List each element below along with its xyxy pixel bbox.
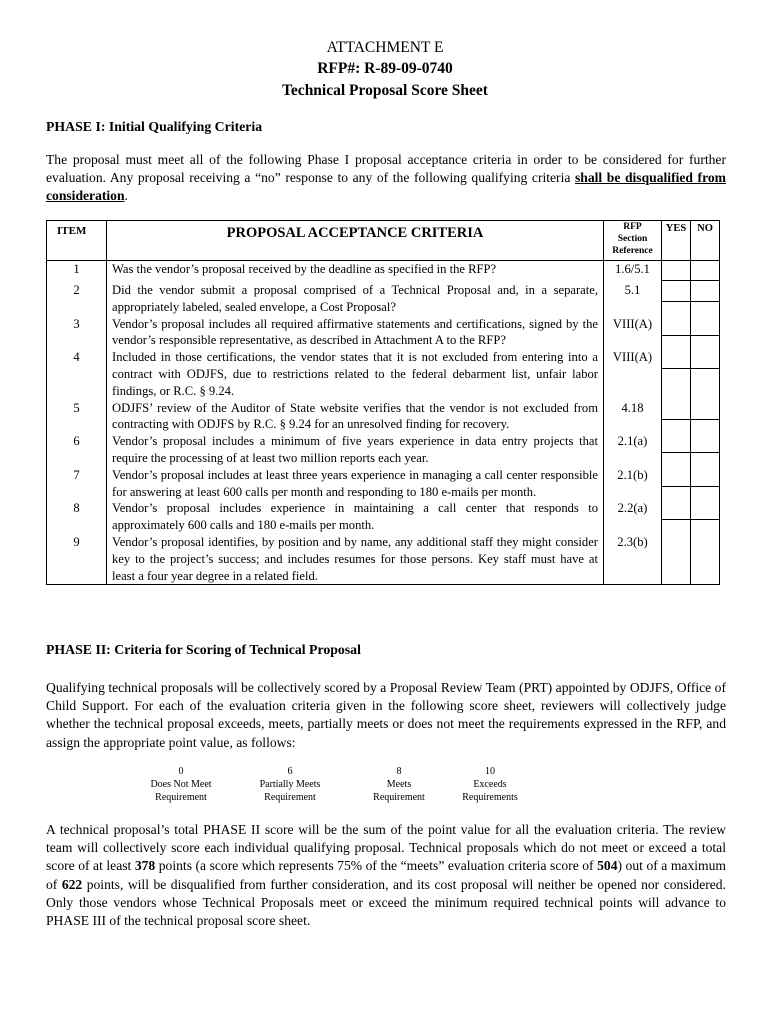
- disqualified-emphasis: shall be disqualified from consideration: [46, 170, 726, 204]
- scale-exceeds: 10 Exceeds Requirements: [435, 765, 545, 804]
- col-item-header: ITEM: [47, 221, 107, 261]
- yes-checkbox[interactable]: [662, 282, 691, 316]
- table-row: 6 Vendor’s proposal includes a minimum of five years experience in data entry projects that require the processing of at least two million reports each year. 2.1(a): [47, 433, 720, 467]
- col-yes-header: YES: [662, 221, 691, 261]
- table-row: 1 Was the vendor’s proposal received by the deadline as specified in the RFP? 1.6/5.1: [47, 261, 720, 283]
- page-title: Technical Proposal Score Sheet: [282, 82, 488, 99]
- yes-checkbox[interactable]: [662, 261, 691, 283]
- table-row: 3 Vendor’s proposal includes all required affirmative statements and certifications, signed by the vendor’s responsible representative, as described in Attachment A to the RFP? VIII(A): [47, 316, 720, 350]
- yes-checkbox[interactable]: [662, 349, 691, 399]
- col-no-header: NO: [691, 221, 720, 261]
- phase2-intro: Qualifying technical proposals will be collectively scored by a Proposal Review Team (PRT) appointed by ODJFS, Office of Child Support. For each of the evaluation criteria given in the following score sheet, reviewers will collectively judge whether the technical proposal exceeds, meets, partially meets or does not meet the requirements expressed in the RFP, and assign the appropriate point value, as follows:: [46, 680, 726, 750]
- table-row: 5 ODJFS’ review of the Auditor of State website verifies that the vendor is not excluded from contracting with ODJFS by R.C. § 9.24 for an unresolved finding for recovery. 4.18: [47, 400, 720, 434]
- scale-points: 6: [287, 766, 293, 777]
- yes-checkbox[interactable]: [662, 316, 691, 350]
- yes-checkbox[interactable]: [662, 433, 691, 467]
- no-checkbox[interactable]: [691, 316, 720, 350]
- table-row: 8 Vendor’s proposal includes experience in maintaining a call center that responds to approximately 600 calls and 180 e-mails per month. 2.2(a): [47, 500, 720, 534]
- scale-meets: 8 Meets Requirement: [344, 765, 454, 804]
- no-checkbox[interactable]: [691, 261, 720, 283]
- table-row: 2 Did the vendor submit a proposal comprised of a Technical Proposal and, in a separate, appropriately labeled, sealed envelope, a Cost Proposal? 5.1: [47, 282, 720, 316]
- no-checkbox[interactable]: [691, 500, 720, 534]
- acceptance-criteria-table: [46, 220, 720, 585]
- phase1-intro: The proposal must meet all of the following Phase I proposal acceptance criteria in order to be considered for further evaluation. Any proposal receiving a “no” response to any of the following qualifying criteria shall be disqualified from consideration.: [46, 152, 726, 204]
- max-score: 622: [61, 876, 83, 892]
- no-checkbox[interactable]: [691, 433, 720, 467]
- yes-checkbox[interactable]: [662, 500, 691, 534]
- no-checkbox[interactable]: [691, 534, 720, 585]
- rfp-number: RFP#: R-89-09-0740: [317, 60, 453, 77]
- scale-points: 0: [178, 766, 184, 777]
- col-criteria-header: PROPOSAL ACCEPTANCE CRITERIA: [107, 221, 604, 261]
- yes-checkbox[interactable]: [662, 400, 691, 434]
- scale-points: 10: [485, 766, 495, 777]
- table-row: 4 Included in those certifications, the vendor states that it is not excluded from entering into a contract with ODJFS, due to restrictions related to the federal debarment list, unfair labor findings, or R.C. § 9.24. VIII(A): [47, 349, 720, 399]
- scale-does-not-meet: 0 Does Not Meet Requirement: [126, 765, 236, 804]
- yes-checkbox[interactable]: [662, 467, 691, 501]
- yes-checkbox[interactable]: [662, 534, 691, 585]
- table-row: 9 Vendor’s proposal identifies, by position and by name, any additional staff they might consider key to the project’s success; and includes resumes for those persons. Key staff must have at least a four year degree in a related field. 2.3(b): [47, 534, 720, 585]
- meets-score: 504: [597, 858, 618, 874]
- no-checkbox[interactable]: [691, 400, 720, 434]
- scale-partially-meets: 6 Partially Meets Requirement: [235, 765, 345, 804]
- phase1-heading: PHASE I: Initial Qualifying Criteria: [46, 119, 263, 134]
- attachment-label: ATTACHMENT E: [326, 39, 444, 56]
- no-checkbox[interactable]: [691, 282, 720, 316]
- no-checkbox[interactable]: [691, 349, 720, 399]
- min-score: 378: [134, 858, 156, 874]
- col-rfp-reference-header: RFP Section Reference: [604, 221, 662, 261]
- phase2-heading: PHASE II: Criteria for Scoring of Technical Proposal: [46, 642, 361, 657]
- scale-points: 8: [396, 766, 402, 777]
- phase2-summary: A technical proposal’s total PHASE II score will be the sum of the point value for all the evaluation criteria. The review team will collectively score each individual qualifying proposal. Technical proposals which do not meet or exceed a total score of at least 378 points (a score which represents 75% of the “meets” evaluation criteria score of 504) out of a maximum of 622 points, will be disqualified from further consideration, and its cost proposal will neither be opened nor considered. Only those vendors whose Technical Proposals meet or exceed the minimum required technical points will advance to PHASE III of the technical proposal score sheet.: [46, 822, 726, 929]
- no-checkbox[interactable]: [691, 467, 720, 501]
- table-row: 7 Vendor’s proposal includes at least three years experience in managing a call center responsible for answering at least 600 calls per month and responding to 180 e-mails per month. 2.1(b): [47, 467, 720, 501]
